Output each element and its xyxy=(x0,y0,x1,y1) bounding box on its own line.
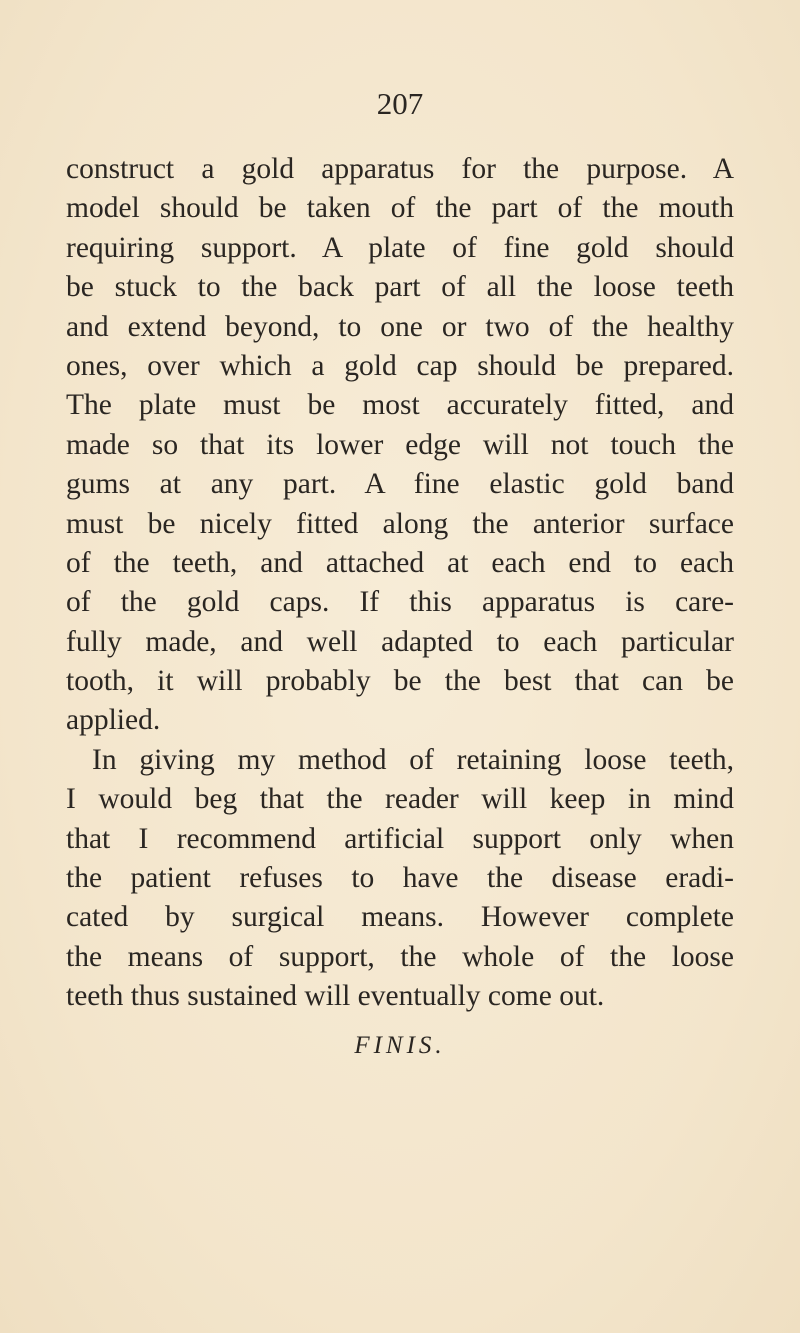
text-line: I would beg that the reader will keep in mind xyxy=(66,783,734,816)
body-text xyxy=(66,150,734,1017)
text-line: must be nicely fitted along the anterior surface xyxy=(66,507,734,540)
text-line: of the gold caps. If this apparatus is care- xyxy=(66,586,734,619)
paragraph-2 xyxy=(66,741,734,1017)
text-line: that I recommend artificial support only when xyxy=(66,822,734,855)
text-line: cated by surgical means. However complete xyxy=(66,901,734,934)
text-line: tooth, it will probably be the best that can be xyxy=(66,665,734,698)
page-number: 207 xyxy=(376,86,424,121)
text-line: The plate must be most accurately fitted, and xyxy=(66,389,734,422)
text-line: requiring support. A plate of fine gold should xyxy=(66,231,734,264)
text-line: applied. xyxy=(66,704,161,737)
text-line: construct a gold apparatus for the purpose. A xyxy=(66,153,734,185)
text-line: the means of support, the whole of the loose xyxy=(66,940,734,973)
text-line: fully made, and well adapted to each particular xyxy=(66,625,734,658)
text-line: and extend beyond, to one or two of the healthy xyxy=(66,310,734,343)
text-line: of the teeth, and attached at each end to each xyxy=(66,546,734,579)
finis-closing: FINIS. xyxy=(354,1032,446,1059)
text-line: model should be taken of the part of the mouth xyxy=(66,192,734,225)
text-line: be stuck to the back part of all the loose teeth xyxy=(66,271,734,304)
text-line: made so that its lower edge will not touch the xyxy=(66,428,734,461)
paragraph-1 xyxy=(66,150,734,741)
text-line: In giving my method of retaining loose teeth, xyxy=(92,743,734,776)
text-line: ones, over which a gold cap should be prepared. xyxy=(66,349,734,382)
text-line: teeth thus sustained will eventually come out. xyxy=(66,980,605,1013)
text-line: the patient refuses to have the disease eradi- xyxy=(66,862,734,895)
text-line: gums at any part. A fine elastic gold band xyxy=(66,468,734,501)
